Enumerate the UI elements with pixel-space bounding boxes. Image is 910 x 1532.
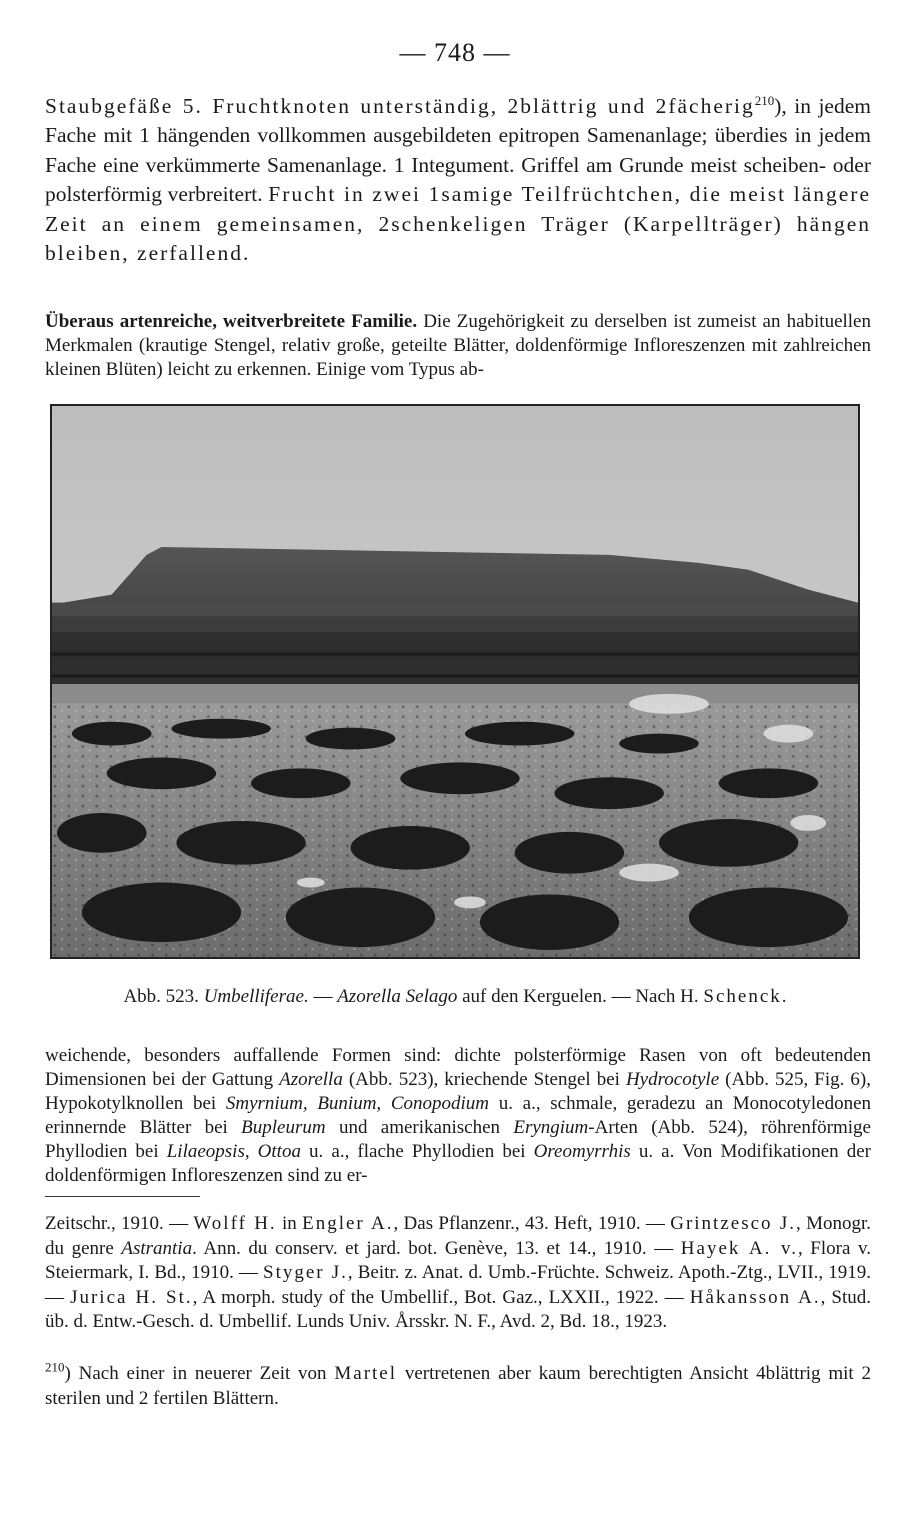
family-text: Die Zugehörigkeit zu derselben ist zumeist an habituellen Merkmalen (krautige Stengel, relativ große, geteilte Blätter, doldenförmige Infloreszenzen mit zahlreichen kleinen Blüten) leicht zu erkennen. Einige vom Typus ab- bbox=[45, 311, 871, 380]
lit-text: Zeitschr., 1910. — bbox=[45, 1213, 194, 1234]
body-text: u. a. Von Modifikationen der doldenförmigen Infloreszenzen sind zu er- bbox=[45, 1141, 871, 1186]
family-paragraph bbox=[45, 310, 871, 382]
description-text: Staubgefäße 5. Fruchtknoten unterständig, 2blättrig und 2fächerig bbox=[45, 94, 755, 118]
literature-list bbox=[45, 1212, 871, 1335]
footnote bbox=[45, 1359, 872, 1411]
family-lead: Überaus artenreiche, weitverbreitete Familie. bbox=[45, 311, 424, 332]
genus-name: Eryngium bbox=[513, 1117, 589, 1138]
description-text: ), in jedem Fache mit 1 hängenden vollkommen ausgebildeten epitropen Samenanlage; überdies in jedem Fache eine verkümmerte Samenanlage. 1 Integument. Griffel am Grunde meist scheiben- oder polsterförmig verbreitert. bbox=[45, 94, 871, 207]
body-text: (Abb. 523), kriechende Stengel bei bbox=[342, 1069, 626, 1090]
lit-author: Wolff H. bbox=[193, 1213, 277, 1234]
caption-family: Umbelliferae. bbox=[203, 986, 309, 1007]
body-text: und amerikanischen bbox=[325, 1117, 514, 1138]
caption-species: Azorella Selago bbox=[337, 986, 458, 1007]
genus-name: Lilaeopsis, Ottoa bbox=[166, 1141, 301, 1162]
genus-name: Bupleurum bbox=[241, 1117, 326, 1138]
body-paragraph bbox=[45, 1044, 871, 1188]
landscape-photo-icon bbox=[52, 406, 858, 957]
lit-text: . Ann. du conserv. et jard. bot. Genève, 13. et 14., 1910. — bbox=[192, 1237, 681, 1259]
caption-dash: — bbox=[308, 986, 338, 1007]
lit-text: , Monogr. du genre bbox=[45, 1213, 871, 1259]
lit-text: , Beitr. z. Anat. d. Umb.-Früchte. Schweiz. Apoth.-Ztg., LVII., 1919. — bbox=[45, 1262, 872, 1308]
lit-genus: Astrantia bbox=[121, 1237, 193, 1259]
body-text: -Arten (Abb. 524), röhrenförmige Phyllodien bei bbox=[45, 1117, 871, 1162]
lit-author: Styger J. bbox=[263, 1262, 348, 1284]
fruit-description: Frucht in zwei 1samige Teilfrüchtchen, die meist längere Zeit an einem gemeinsamen, 2schenkeligen Träger (Karpellträger) hängen bleiben, zerfallend. bbox=[45, 182, 871, 266]
footnote-text: vertretenen aber kaum berechtigten Ansicht 4blättrig mit 2 sterilen und 2 fertilen Blättern. bbox=[45, 1363, 872, 1409]
genus-name: Smyrnium, Bunium, Conopodium bbox=[225, 1093, 490, 1114]
footnote-author: Martel bbox=[334, 1363, 398, 1384]
lit-author: Grintzesco J. bbox=[670, 1213, 796, 1234]
caption-end: . bbox=[781, 986, 787, 1007]
footnote-ref: 210 bbox=[754, 92, 775, 108]
footnote-number: 210 bbox=[45, 1359, 65, 1375]
body-text: weichende, besonders auffallende Formen sind: dichte polsterförmige Rasen von oft bedeutenden Dimensionen bei der Gattung bbox=[45, 1045, 871, 1090]
lit-text: , A morph. study of the Umbellif., Bot. Gaz., LXXII., 1922. — bbox=[192, 1286, 690, 1308]
lit-author: Engler A. bbox=[302, 1213, 394, 1234]
genus-name: Oreomyrrhis bbox=[533, 1141, 631, 1162]
lit-text: , Stud. üb. d. Entw.-Gesch. d. Umbellif. Lunds Univ. Årsskr. N. F., Avd. 2, Bd. 18., 1923. bbox=[45, 1286, 872, 1333]
lit-text: , Das Pflanzenr., 43. Heft, 1910. — bbox=[393, 1213, 671, 1234]
caption-prefix: Abb. 523. bbox=[123, 986, 204, 1007]
body-text: u. a., flache Phyllodien bei bbox=[300, 1141, 534, 1162]
lit-text: in bbox=[276, 1213, 303, 1234]
description-paragraph bbox=[45, 92, 871, 268]
genus-name: Hydrocotyle bbox=[625, 1069, 720, 1090]
figure-caption bbox=[0, 985, 910, 1009]
footnote-divider bbox=[45, 1196, 200, 1197]
page-number: — 748 — bbox=[399, 38, 511, 67]
lit-text: , Flora v. Steiermark, I. Bd., 1910. — bbox=[45, 1237, 871, 1284]
footnote-text: ) Nach einer in neuerer Zeit von bbox=[64, 1363, 335, 1384]
lit-author: Jurica H. St. bbox=[70, 1286, 193, 1308]
figure-photo bbox=[50, 404, 860, 959]
body-text: (Abb. 525, Fig. 6), Hypokotylknollen bei bbox=[45, 1069, 871, 1114]
genus-name: Azorella bbox=[279, 1069, 343, 1090]
caption-author: Schenck bbox=[703, 986, 782, 1007]
body-text: u. a., schmale, geradezu an Monocotyledonen erinnernde Blätter bei bbox=[45, 1093, 872, 1138]
lit-author: Håkansson A. bbox=[689, 1286, 821, 1308]
caption-middle: auf den Kerguelen. — Nach H. bbox=[457, 986, 704, 1007]
lit-author: Hayek A. v. bbox=[680, 1237, 798, 1259]
